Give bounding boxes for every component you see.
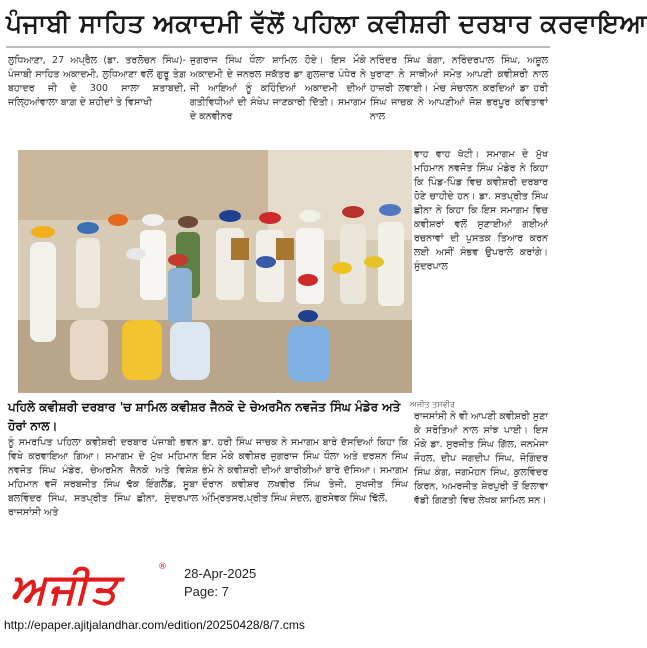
photo-caption: ਪਹਿਲੇ ਕਵੀਸ਼ਰੀ ਦਰਬਾਰ 'ਚ ਸ਼ਾਮਿਲ ਕਵੀਸ਼ਰ ਜੈਨਕੋ ਦੇ ਚੇਅਰਮੈਨ ਨਵਜੋਤ ਸਿੰਘ ਮੰਡੇਰ ਅਤੇ ਹੋਰਾਂ ਨਾਲ। <box>8 400 401 433</box>
photo-credit: ਅਜੀਤ ਤਸਵੀਰ <box>410 400 455 409</box>
article-column-1-top <box>8 54 186 146</box>
article-text: ਰਾਜਸਾਂਸੀ ਨੇ ਵੀ ਆਪਣੀ ਕਵੀਸ਼ਰੀ ਸੁਣਾ ਕੇ ਸਰੋਤਿਆਂ ਨਾਲ ਸਾਂਝ ਪਾਈ। ਇਸ ਮੌਕੇ ਡਾ. ਸੁਰਜੀਤ ਸਿੰਘ ਗਿੱਲ, ਜਨਮੇਜਾ ਜੌਹਲ, ਦੀਪ ਜਗਦੀਪ ਸਿੰਘ, ਜੋਗਿੰਦਰ ਸਿੰਘ ਕੰਗ, ਜਗਮੋਹਨ ਸਿੰਘ, ਕੁਲਵਿੰਦਰ ਕਿਰਨ, ਅਮਰਜੀਤ ਸ਼ੇਰਪੁਰੀ ਤੋਂ ਇਲਾਵਾ ਵੱਡੀ ਗਿਣਤੀ ਵਿਚ ਲੇਖਕ ਸ਼ਾਮਿਲ ਸਨ। <box>414 411 548 506</box>
group-photo <box>18 150 412 393</box>
article-text: ਨਰਿੰਦਰ ਸਿੰਘ ਬੰਗਾ, ਨਰਿੰਦਰਪਾਲ ਸਿੰਘ, ਅਸ਼ੂਲ ਖੁਰਾਣਾ ਨੇ ਸਾਥੀਆਂ ਸਮੇਤ ਆਪਣੀ ਕਵੀਸ਼ਰੀ ਨਾਲ ਹਾਜ਼ਰੀ ਲਵਾਈ। ਮੰਚ ਸੰਚਾਲਨ ਕਰਦਿਆਂ ਡਾ ਹਰੀ ਸਿੰਘ ਜਾਚਕ ਨੇ ਆਪਣੀਆਂ ਜੋਸ਼ ਭਰਪੂਰ ਕਵਿਤਾਵਾਂ ਨਾਲ <box>370 55 548 122</box>
article-column-2-top <box>190 54 366 146</box>
article-column-right <box>414 148 548 394</box>
ajit-logo <box>4 560 174 618</box>
source-url[interactable]: http://epaper.ajitjalandhar.com/edition/20250428/8/7.cms <box>4 618 305 632</box>
article-column-1-bottom <box>8 436 198 552</box>
article-text: ਜੁਗਰਾਜ ਸਿੰਘ ਧੌਲਾ ਸ਼ਾਮਿਲ ਹੋਏ। ਇਸ ਮੌਕੇ ਅਕਾਦਮੀ ਦੇ ਜਨਰਲ ਸਕੱਤਰ ਡਾ ਗੁਲਜ਼ਾਰ ਪੰਧੇਰ ਨੇ ਜੀ ਆਇਆਂ ਨੂੰ ਕਹਿੰਦਿਆਂ ਅਕਾਦਮੀ ਦੀਆਂ ਗਤੀਵਿਧੀਆਂ ਦੀ ਸੰਖੇਪ ਜਾਣਕਾਰੀ ਦਿੱਤੀ। ਸਮਾਗਮ ਦੇ ਕਨਵੀਨਰ <box>190 55 366 122</box>
article-text: ਵਾਹ ਵਾਹ ਖੱਟੀ। ਸਮਾਗਮ ਦੇ ਮੁੱਖ ਮਹਿਮਾਨ ਨਵਜੋਤ ਸਿੰਘ ਮੰਡੇਰ ਨੇ ਕਿਹਾ ਕਿ ਪਿੰਡ-ਪਿੰਡ ਵਿਚ ਕਵੀਸ਼ਰੀ ਦਰਬਾਰ ਹੋਣੇ ਚਾਹੀਦੇ ਹਨ। ਡਾ. ਸਤਪ੍ਰੀਤ ਸਿੰਘ ਛੀਨਾ ਨੇ ਕਿਹਾ ਕਿ ਇਸ ਸਮਾਗਮ ਵਿਚ ਕਵੀਸ਼ਰਾਂ ਵਲੋਂ ਸੁਣਾਈਆਂ ਗਈਆਂ ਰਚਨਾਵਾਂ ਦੀ ਪੁਸਤਕ ਤਿਆਰ ਕਰਨ ਲਈ ਅਸੀਂ ਸੰਭਵ ਉਪਰਾਲੇ ਕਰਾਂਗੇ। ਸੁੰਦਰਪਾਲ <box>414 149 548 272</box>
ajit-logo-text: ਅਜੀਤ <box>10 564 120 613</box>
registered-mark: ® <box>158 562 167 572</box>
article-column-2-bottom <box>202 436 408 552</box>
page-number: Page: 7 <box>184 584 229 599</box>
group-photo-illustration <box>18 150 412 393</box>
edition-date: 28-Apr-2025 <box>184 566 257 581</box>
headline-divider <box>6 46 550 48</box>
article-text: ਡਾ. ਹਰੀ ਸਿੰਘ ਜਾਚਕ ਨੇ ਸਮਾਗਮ ਬਾਰੇ ਦੱਸਦਿਆਂ ਕਿਹਾ ਕਿ ਇਸ ਮੌਕੇ ਕਵੀਸ਼ਰ ਜੁਗਰਾਜ ਸਿੰਘ ਧੌਲਾ ਅਤੇ ਦਰਸ਼ਨ ਸਿੰਘ ਭੰਮੇ ਨੇ ਕਵੀਸ਼ਰੀ ਦੀਆਂ ਬਾਰੀਕੀਆਂ ਬਾਰੇ ਦੱਸਿਆ। ਸਮਾਗਮ ਦੌਰਾਨ ਕਵੀਸ਼ਰ ਲਖਵੀਰ ਸਿੰਘ ਤੇਜੀ, ਸੁਖਜੀਤ ਸਿੰਘ ਅੰਮ੍ਰਿਤਸਰ,ਪ੍ਰੀਤ ਸਿੰਘ ਸੰਦਲ, ਗੁਰਸੇਵਕ ਸਿੰਘ ਢਿੱਲੋਂ, <box>202 437 408 504</box>
article-column-3-top <box>370 54 548 146</box>
article-text: ਲੁਧਿਆਣਾ, 27 ਅਪ੍ਰੈਲ (ਡਾ. ਤਰਲੋਚਨ ਸਿੰਘ)- ਪੰਜਾਬੀ ਸਾਹਿਤ ਅਕਾਦਮੀ, ਲੁਧਿਆਣਾ ਵਲੋਂ ਗੁਰੂ ਤੇਗ਼ ਬਹਾਦਰ ਜੀ ਦੇ 300 ਸਾਲਾ ਸ਼ਤਾਬਦੀ, ਜਲ੍ਹਿਆਂਵਾਲਾ ਬਾਗ਼ ਦੇ ਸ਼ਹੀਦਾਂ ਤੇ ਵਿਸਾਖੀ <box>8 55 186 108</box>
article-text: ਨੂੰ ਸਮਰਪਿਤ ਪਹਿਲਾ ਕਵੀਸ਼ਰੀ ਦਰਬਾਰ ਪੰਜਾਬੀ ਭਵਨ ਵਿਖੇ ਕਰਵਾਇਆ ਗਿਆ। ਸਮਾਗਮ ਦੇ ਮੁੱਖ ਮਹਿਮਾਨ ਨਵਜੋਤ ਸਿੰਘ ਮੰਡੇਰ, ਚੇਅਰਮੈਨ ਜੈਨਕੋ ਅਤੇ ਵਿਸ਼ੇਸ਼ ਮਹਿਮਾਨ ਵਜੋਂ ਸਰਬਜੀਤ ਸਿੰਘ ਢੱਕ ਇੰਗਲੈਂਡ, ਸੂਬਾ ਬਲਵਿੰਦਰ ਸਿੰਘ, ਸਤਪ੍ਰੀਤ ਸਿੰਘ ਛੀਨਾ, ਸੁੰਦਰਪਾਲ ਰਾਜਸਾਂਸੀ ਅਤੇ <box>8 437 198 518</box>
article-column-right-lower <box>414 410 548 538</box>
article-headline: ਪੰਜਾਬੀ ਸਾਹਿਤ ਅਕਾਦਮੀ ਵੱਲੋਂ ਪਹਿਲਾ ਕਵੀਸ਼ਰੀ ਦਰਬਾਰ ਕਰਵਾਇਆ <box>6 9 647 38</box>
